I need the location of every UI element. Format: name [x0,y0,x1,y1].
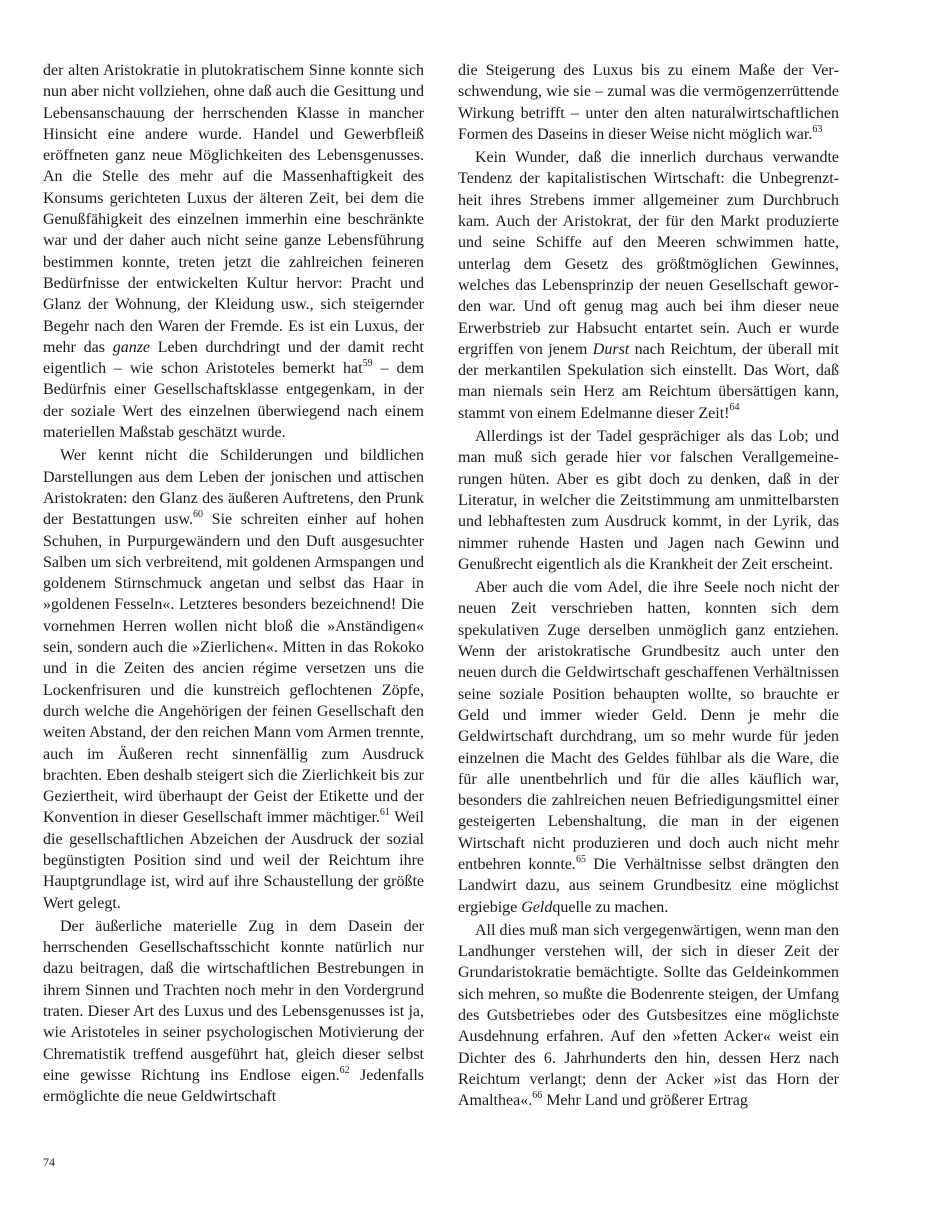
paragraph-text: Aber auch die vom Adel, die ihre Seele noch nicht der neuen Zeit verschrieben hatten, konnten sich dem spekulativen Zuge derselben unmöglich ganz entziehen. Wenn der aristokratische Grundbesitz auch unter den neuen durch die Geldwirtschaft geschaffenen Verhältnissen seine soziale Position behaupten wollte, so brauchte er Geld und immer wieder Geld. Denn je mehr die Geldwirtschaft durchdrang, um so mehr wurde für jeden einzelnen die Macht des Geldes fühlbar als die Ware, die für alle unentbehrlich und für die alles käuflich war, besonders die zahlreichen neuen Befriedigungsmittel einer gesteigerten Lebenshaltung, die man in der eigenen Wirtschaft nicht produzieren und doch auch nicht mehr entbehren konnte. [458,579,839,873]
emphasis: Durst [592,340,630,358]
paragraph-text: Weil die gesellschaftlichen Abzeichen der Ausdruck der sozial begünstigten Position sind und weil der Reichtum ihre Hauptgrundlage ist, wird auf ihre Schaustellung der größte Wert gelegt. [43,809,425,912]
paragraph-text: Wer kennt nicht die Schilderungen und bildlichen Darstellungen aus dem Leben der jonischen und attischen Aristokraten: den Glanz des äußeren Auftretens, den Prunk der Bestattungen usw. [43,447,424,529]
paragraph [43,60,424,443]
footnote-ref: 63 [812,123,823,135]
footnote-ref: 61 [379,807,390,819]
footnote-ref: 64 [729,402,740,414]
paragraph-text: – dem Bedürfnis einer Gesellschaftsklasse entgegenkam, in der der soziale Wert des einzelnen überwiegend nach einem materiellen Maßstab geschätzt wurde. [43,360,425,442]
emphasis: ganze [112,338,151,356]
footnote-ref: 66 [532,1089,543,1101]
emphasis: Geld [521,898,553,916]
paragraph [458,426,839,575]
paragraph-text: Kein Wunder, daß die innerlich durchaus verwandte Tendenz der kapitalistischen Wirtschaft: die Unbegrenztheit ihres Strebens immer allgemeiner zum Durchbruch kam. Auch der Aristokrat, der für den Markt produzierte und seine Schiffe auf den Meeren schwimmen hatte, unterlag dem Gesetz des größtmöglichen Gewinnes, welches das Lebensprinzip der neuen Gesellschaft geworden war. Und oft genug mag auch bei ihm dieser neue Erwerbstrieb zur Habsucht entartet sein. Auch er wurde ergriffen von jenem [458,149,839,358]
paragraph-text: Sie schreiten einher auf hohen Schuhen, in Purpurgewändern und den Duft ausgesuchter Salben um sich verbreitend, mit goldenen Armspangen und goldenem Stirnschmuck angetan und selbst das Haar in »goldenen Fesseln«. Letzteres besonders bezeichnend! Die vornehmen Herren wollen nicht bloß die »Anständigen« sein, sondern auch die »Zierlichen«. Mitten in das Rokoko und in die Zeiten des ancien régime versetzen uns die Lockenfrisuren und die kunstreich geflochtenen Zöpfe, durch welche die Angehörigen der feinen Gesellschaft den weiten Abstand, der den reichen Mann vom Armen trennte, auch im Äußeren recht sinnenfällig zum Ausdruck brachten. Eben deshalb steigert sich die Zierlichkeit bis zur Geziertheit, wird überhaupt der Geist der Etikette und der Konvention in dieser Gesellschaft immer mächtiger. [43,511,425,827]
paragraph-text: nach Reichtum, der überall mit der merkantilen Spekulation sich einstellt. Das Wort, daß man niemals sein Herz am Reichtum übersättigen kann, stammt von einem Edelmanne dieser Zeit! [458,340,839,422]
paragraph-text: quelle zu machen. [552,898,669,916]
paragraph-text: Jedenfalls ermöglichte die neue Geldwirtschaft [43,1066,424,1106]
paragraph-text: die Steigerung des Luxus bis zu einem Maße der Verschwendung, wie sie – zumal was die vermögenzerrüttende Wirkung betrifft – unter den alten naturalwirtschaftlichen Formen des Daseins in dieser Weise nicht möglich war. [458,62,839,143]
paragraph-text: All dies muß man sich vergegenwärtigen, wenn man den Landhunger verstehen will, der sich in dieser Zeit der Grundaristokratie bemächtigte. Sollte das Geldeinkommen sich mehren, so mußte die Bodenrente steigen, der Umfang des Gutsbetriebes oder des Gutsbesitzes eine möglichste Ausdehnung erfahren. Auf den »fetten Acker« weist ein Dichter des 6. Jahrhunderts den hin, dessen Herz nach Reichtum verlangt; denn der Acker »ist das Horn der Amalthea«. [458,921,839,1110]
footnote-ref: 65 [575,853,586,865]
paragraph-text: Die Verhältnisse selbst drängten den Landwirt dazu, aus seinem Grundbesitz eine möglichst ergiebige [458,855,839,916]
paragraph-text: Leben durchdringt und der damit recht eigentlich – wie schon Aristoteles bemerkt hat [43,338,424,378]
right-text-column [458,60,839,1112]
paragraph [43,916,424,1108]
paragraph [458,920,839,1112]
paragraph [43,445,424,914]
page-number: 74 [43,1155,55,1169]
paragraph [458,60,839,145]
footnote-ref: 62 [339,1064,350,1076]
paragraph-text: Der äußerliche materielle Zug in dem Dasein der herrschenden Gesellschaftsschicht konnte natürlich nur dazu beitragen, daß die wirtschaftlichen Bestrebungen in ihrem Sinnen und Trachten noch mehr in den Vordergrund traten. Dieser Art des Luxus und des Lebensgenusses ist ja, wie Aristoteles in seiner psychologischen Motivierung der Chrematistik treffend ausgeführt hat, gleich dieser selbst eine gewisse Richtung ins Endlose eigen. [43,917,424,1084]
paragraph-text: Mehr Land und größerer Ertrag [542,1092,748,1110]
footnote-ref: 60 [193,508,204,520]
paragraph [458,577,839,918]
paragraph [458,147,839,424]
footnote-ref: 59 [362,357,373,369]
paragraph-text: Allerdings ist der Tadel gesprächiger als das Lob; und man muß sich gerade hier vor falschen Verallgemeinerungen hüten. Aber es gibt doch zu denken, daß in der Literatur, in welcher die Zeitstimmung am unmittelbarsten und lebhaftesten zum Ausdruck kommt, in der Lyrik, das nimmer ruhende Hasten und Jagen nach Gewinn und Genußrecht eigentlich als die Krankheit der Zeit erscheint. [458,428,839,573]
left-text-column [43,60,424,1108]
paragraph-text: der alten Aristokratie in plutokratischem Sinne konnte sich nun aber nicht vollziehen, ohne daß auch die Gesittung und Lebensanschauung der herrschenden Klasse in mancher Hinsicht eine andere wurde. Handel und Gewerbfleiß eröffneten ganz neue Möglichkeiten des Lebensgenusses. An die Stelle des mehr auf die Massenhaftigkeit des Konsums gerichteten Luxus der älteren Zeit, bei dem die Genußfähigkeit des einzelnen immerhin eine beschränkte war und der daher auch nicht seine ganze Lebensführung bestimmen konnte, treten jetzt die zahlreichen feineren Bedürfnisse der entwickelten Kultur hervor: Pracht und Glanz der Wohnung, der Kleidung usw., sich steigernder Begehr nach den Waren der Fremde. Es ist ein Luxus, der mehr das [43,62,424,356]
